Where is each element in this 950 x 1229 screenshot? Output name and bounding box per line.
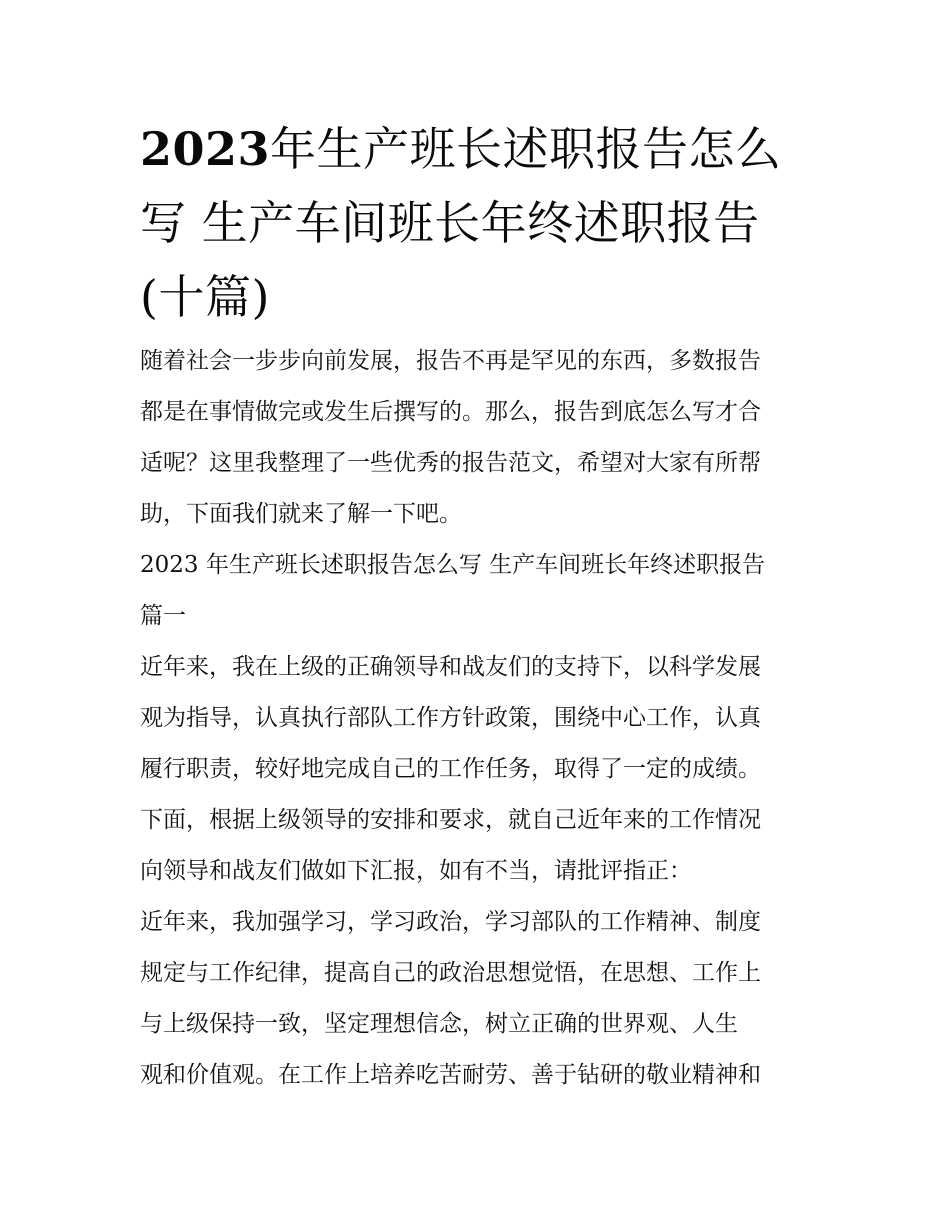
paragraph-2 [140, 897, 812, 1101]
paragraph-1-line-1: 近年来，我在上级的正确领导和战友们的支持下，以科学发展 [140, 654, 761, 680]
document-title [140, 112, 812, 334]
paragraph-1-line-3: 履行职责，较好地完成自己的工作任务，取得了一定的成绩。 [140, 756, 761, 782]
section-heading [140, 540, 812, 642]
intro-line-2: 都是在事情做完或发生后撰写的。那么，报告到底怎么写才合 [140, 399, 761, 425]
paragraph-1-line-5: 向领导和战友们做如下汇报，如有不当，请批评指正： [140, 858, 692, 884]
paragraph-1-line-4: 下面，根据上级领导的安排和要求，就自己近年来的工作情况 [140, 807, 761, 833]
intro-line-1: 随着社会一步步向前发展，报告不再是罕见的东西，多数报告 [140, 348, 761, 374]
intro-paragraph [140, 336, 812, 540]
paragraph-2-line-1: 近年来，我加强学习，学习政治，学习部队的工作精神、制度 [140, 909, 761, 935]
document-body [140, 112, 812, 1101]
intro-line-4: 助，下面我们就来了解一下吧。 [140, 501, 462, 527]
section-heading-line-2: 篇一 [140, 603, 186, 629]
intro-line-3: 适呢？这里我整理了一些优秀的报告范文，希望对大家有所帮 [140, 450, 761, 476]
title-year: 2023 [140, 122, 271, 176]
paragraph-2-line-4: 观和价值观。在工作上培养吃苦耐劳、善于钻研的敬业精神和 [140, 1062, 761, 1088]
paragraph-2-line-2: 规定与工作纪律，提高自己的政治思想觉悟，在思想、工作上 [140, 960, 761, 986]
paragraph-1-line-2: 观为指导，认真执行部队工作方针政策，围绕中心工作，认真 [140, 705, 761, 731]
title-line-1-text: 年生产班长述职报告怎么 [270, 122, 782, 176]
paragraph-2-line-3: 与上级保持一致，坚定理想信念，树立正确的世界观、人生 [140, 1011, 738, 1037]
title-line-1 [140, 112, 812, 186]
section-heading-line-1: 2023 年生产班长述职报告怎么写 生产车间班长年终述职报告 [140, 552, 766, 578]
title-line-3: (十篇) [140, 270, 270, 324]
paragraph-1 [140, 642, 812, 897]
title-line-2: 写 生产车间班长年终述职报告 [140, 196, 760, 250]
